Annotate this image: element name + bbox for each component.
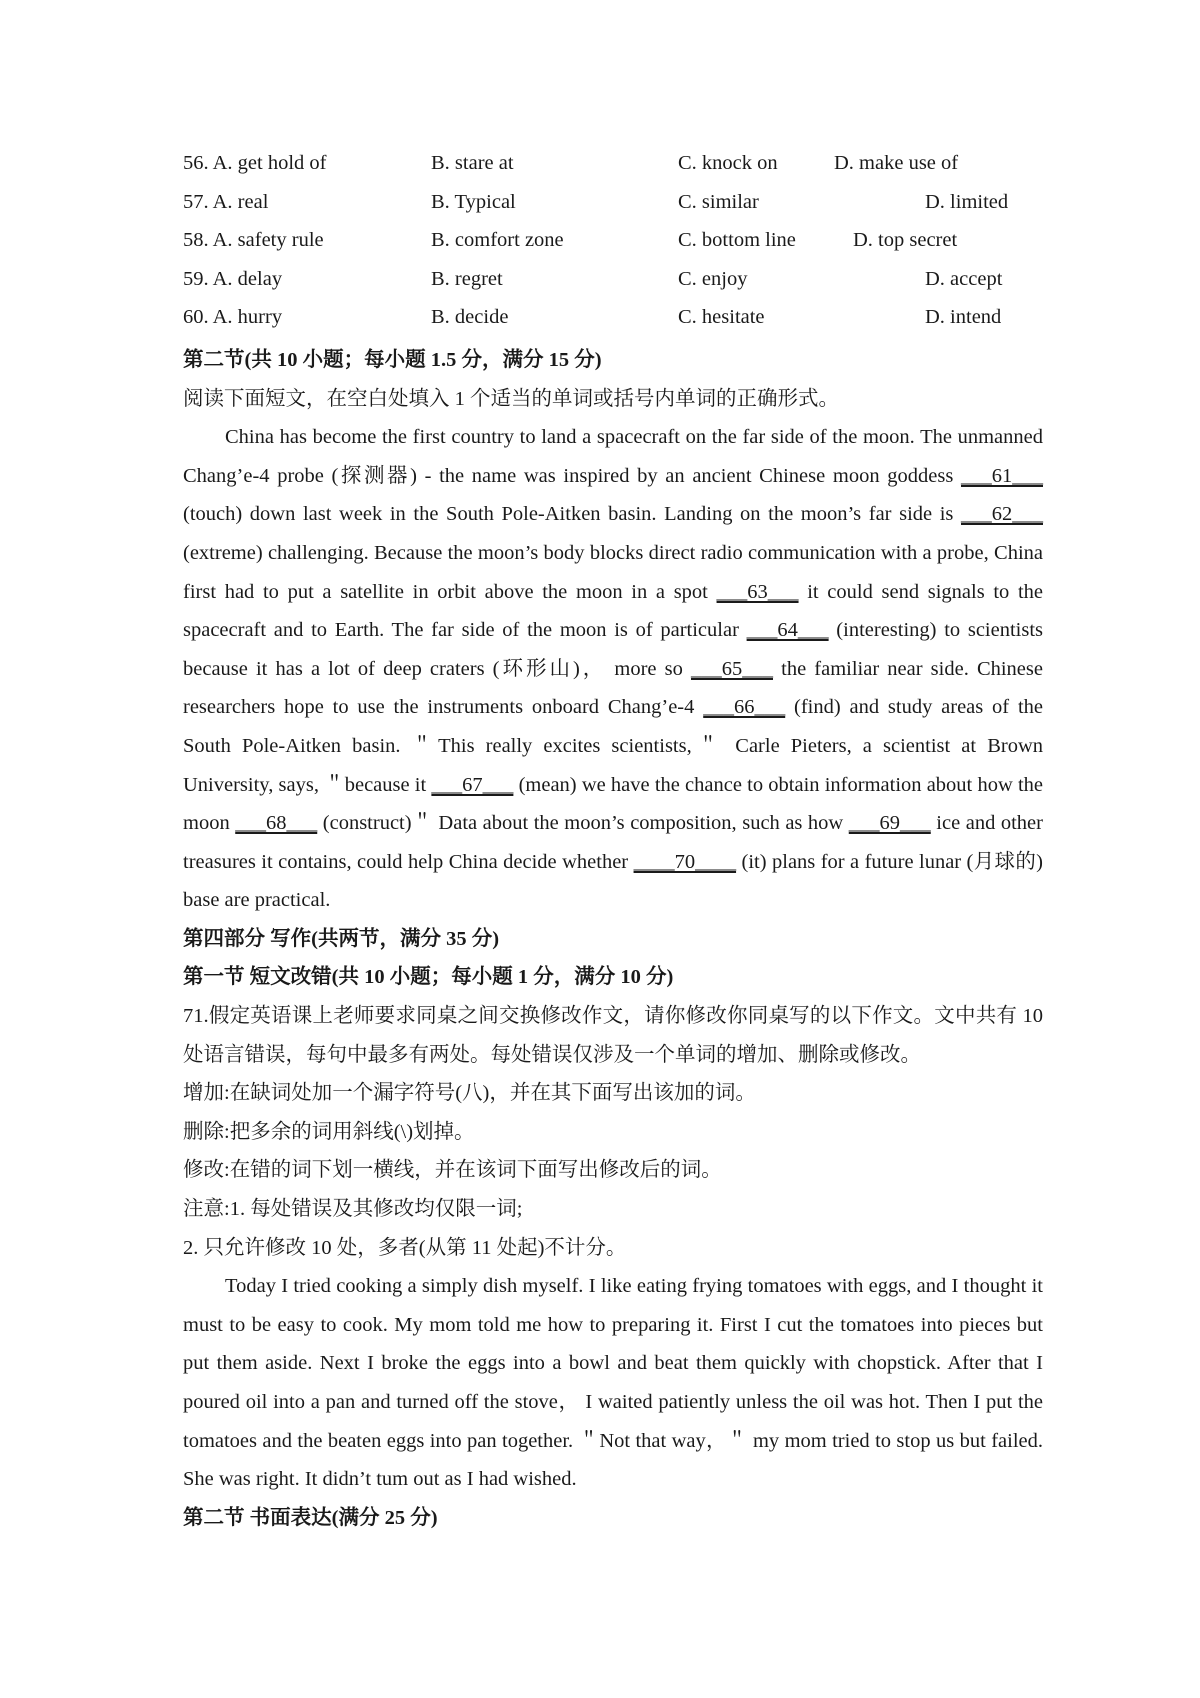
passage-text: it could send signals to the spacecraft and to Earth. The far side of the moon is of particular xyxy=(183,580,1044,642)
essay-text: Today I tried cooking a simply dish myself. I like eating frying tomatoes with eggs, and I thought it must to be easy to cook. My mom told me how to preparing it. First I cut the tomatoes into pieces but put them aside. Next I broke the eggs into a bowl and beat them quickly with chopstick. After that I poured oil into a pan and turned off the stove， I waited patiently unless the oil was hot. Then I put the tomatoes and the beaten eggs into pan together. ＂Not that way，＂ my mom tried to stop us but failed. She was right. It didn’t tum out as I had wished. xyxy=(183,1275,1043,1491)
option-c: C. hesitate xyxy=(678,306,765,329)
rule-add: 增加:在缺词处加一个漏字符号(八)，并在其下面写出该加的词。 xyxy=(183,1082,756,1105)
option-a: 60. A. hurry xyxy=(183,306,283,329)
option-d: D. make use of xyxy=(834,152,959,174)
rule-delete: 删除:把多余的词用斜线(\)划掉。 xyxy=(183,1120,475,1143)
option-a: 58. A. safety rule xyxy=(183,229,324,252)
option-c: C. similar xyxy=(678,190,759,213)
rule-modify: 修改:在错的词下划一横线，并在该词下面写出修改后的词。 xyxy=(183,1159,722,1182)
blank-68: ___68___ xyxy=(235,812,318,835)
option-d: D. top secret xyxy=(853,229,958,252)
blank-61: ___61___ xyxy=(961,464,1043,487)
blank-64: ___64___ xyxy=(746,619,829,642)
writing-heading: 第二节 书面表达(满分 25 分) xyxy=(183,1506,438,1529)
exam-content xyxy=(183,148,1043,1537)
option-b: B. decide xyxy=(431,306,509,329)
option-a: 57. A. real xyxy=(183,190,269,213)
passage-text: (find) and study areas of the South Pole-Aitken basin. ＂This really excites scientists,＂ Carle Pieters, a scientist at Brown University, says, ＂because it xyxy=(183,696,1043,796)
option-row-58 xyxy=(183,225,1043,264)
blank-67: ___67___ xyxy=(431,773,514,796)
option-c: C. bottom line xyxy=(678,229,796,252)
passage-text: (extreme) challenging. Because the moon’s body blocks direct radio communication with a probe, China first had to put a satellite in orbit above the moon in a spot xyxy=(183,541,1043,603)
note-2: 2. 只允许修改 10 处，多者(从第 11 处起)不计分。 xyxy=(183,1236,627,1259)
note-1: 注意:1. 每处错误及其修改均仅限一词; xyxy=(183,1198,523,1221)
passage-text: (it) plans for a future lunar (月球的) base are practical. xyxy=(183,850,1043,912)
blank-66: ___66___ xyxy=(703,696,786,719)
blank-70: ____70____ xyxy=(633,850,737,873)
correction-intro: 71.假定英语课上老师要求同桌之间交换修改作文，请你修改你同桌写的以下作文。文中共有 10 处语言错误，每句中最多有两处。每处错误仅涉及一个单词的增加、删除或修改。 xyxy=(183,1005,1043,1066)
section1-heading: 第一节 短文改错(共 10 小题；每小题 1 分，满分 10 分) xyxy=(183,966,674,989)
option-d: D. intend xyxy=(925,306,1002,329)
section2-heading: 第二节(共 10 小题；每小题 1.5 分，满分 15 分) xyxy=(183,348,602,371)
options-block xyxy=(183,148,1043,341)
option-b: B. Typical xyxy=(431,190,516,213)
blank-65: ___65___ xyxy=(691,657,773,680)
option-a: 56. A. get hold of xyxy=(183,152,327,174)
section2-instruction: 阅读下面短文，在空白处填入 1 个适当的单词或括号内单词的正确形式。 xyxy=(183,387,839,410)
passage-text: the familiar near side. Chinese researchers hope to use the instruments onboard Chang’e-4 xyxy=(183,657,1043,719)
option-row-60 xyxy=(183,302,1043,341)
option-row-59 xyxy=(183,264,1043,303)
option-row-57 xyxy=(183,187,1043,226)
option-a: 59. A. delay xyxy=(183,267,283,290)
option-d: D. accept xyxy=(925,267,1003,290)
passage-text: (interesting) to scientists because it has a lot of deep craters (环形山)， more so xyxy=(183,619,1044,680)
blank-63: ___63___ xyxy=(716,580,799,603)
option-b: B. stare at xyxy=(431,152,514,174)
passage-text: (mean) we have the chance to obtain information about how the moon xyxy=(183,773,1043,835)
passage-text: China has become the first country to land a spacecraft on the far side of the moon. The unmanned Chang’e-4 probe (探测器) - the name was inspired by an ancient Chinese moon goddess xyxy=(183,426,1043,487)
cloze-passage xyxy=(183,418,1043,920)
passage-text: ice and other treasures it contains, could help China decide whether xyxy=(183,812,1043,873)
option-b: B. comfort zone xyxy=(431,229,564,252)
passage-text: (construct)＂ Data about the moon’s composition, such as how xyxy=(317,812,849,835)
option-row-56 xyxy=(183,148,1043,187)
blank-62: ___62___ xyxy=(961,503,1043,526)
passage-text: (touch) down last week in the South Pole-Aitken basin. Landing on the moon’s far side is xyxy=(183,503,961,526)
option-c: C. knock on xyxy=(678,152,778,174)
option-d: D. limited xyxy=(925,190,1009,213)
option-c: C. enjoy xyxy=(678,267,748,290)
part4-heading: 第四部分 写作(共两节，满分 35 分) xyxy=(183,927,500,950)
blank-69: ___69___ xyxy=(848,812,931,835)
option-b: B. regret xyxy=(431,267,503,290)
